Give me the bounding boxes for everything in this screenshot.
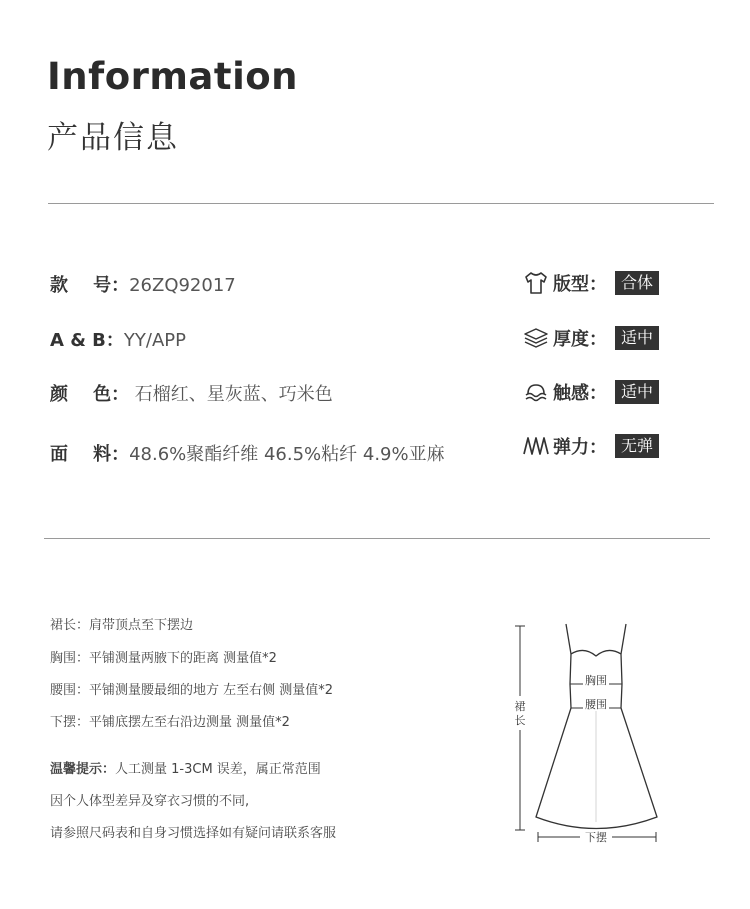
note-title: 温馨提示： [50,762,116,777]
attr-feel [523,379,659,405]
touch-icon [523,379,549,405]
spec-row-ab [50,326,186,352]
measure-desc: 平铺底摆左至右沿边测量 测量值*2 [89,715,290,730]
measure-bust [50,647,277,666]
note-line-3: 请参照尺码表和自身习惯选择如有疑问请联系客服 [50,826,337,841]
spec-value: 石榴红、星灰蓝、巧米色 [129,384,333,405]
attr-label: 触感： [553,383,607,404]
attr-badge: 适中 [615,380,659,404]
divider-middle [44,538,710,539]
shirt-icon [523,270,549,296]
spec-row-color [50,380,333,406]
attr-label: 版型： [553,274,607,295]
spec-row-fabric [50,440,445,466]
page-title-en: Information [47,55,299,98]
length-label-char1: 裙 [514,700,526,713]
waist-label: 腰围 [585,698,607,711]
spec-label: 面 料： [50,444,130,465]
note-line-1 [50,758,321,777]
attr-badge: 无弹 [615,434,659,458]
spec-label: A & B： [50,330,124,351]
spec-row-style-no [50,271,236,297]
measure-length [50,614,193,633]
spec-value: 48.6%聚酯纤维 46.5%粘纤 4.9%亚麻 [129,444,445,465]
hem-label: 下摆 [585,831,607,844]
attr-badge: 适中 [615,326,659,350]
layers-icon [523,325,549,351]
measure-term: 下摆： [50,715,90,730]
dress-diagram [500,612,670,852]
attr-thickness [523,325,659,351]
measure-waist [50,679,333,698]
attr-fit [523,270,659,296]
measure-term: 腰围： [50,683,90,698]
spec-label: 颜 色： [50,384,130,405]
measure-desc: 平铺测量两腋下的距离 测量值*2 [89,651,277,666]
measure-term: 胸围： [50,651,90,666]
spec-label: 款 号： [50,275,130,296]
spec-value: YY/APP [123,330,186,351]
stretch-icon [523,433,549,459]
measure-desc: 平铺测量腰最细的地方 左至右侧 测量值*2 [89,683,334,698]
length-label-char2: 长 [514,714,526,727]
attr-label: 弹力： [553,437,607,458]
note-text: 人工测量 1-3CM 误差，属正常范围 [115,762,321,777]
measure-hem [50,711,290,730]
note-line-2: 因个人体型差异及穿衣习惯的不同, [50,794,250,809]
page-title-cn: 产品信息 [47,120,179,156]
measure-desc: 肩带顶点至下摆边 [89,618,194,633]
measure-term: 裙长： [50,618,90,633]
attr-stretch [523,433,659,459]
spec-value: 26ZQ92017 [129,275,236,296]
divider-top [48,203,714,204]
attr-label: 厚度： [553,329,607,350]
bust-label: 胸围 [585,674,607,687]
attr-badge: 合体 [615,271,659,295]
